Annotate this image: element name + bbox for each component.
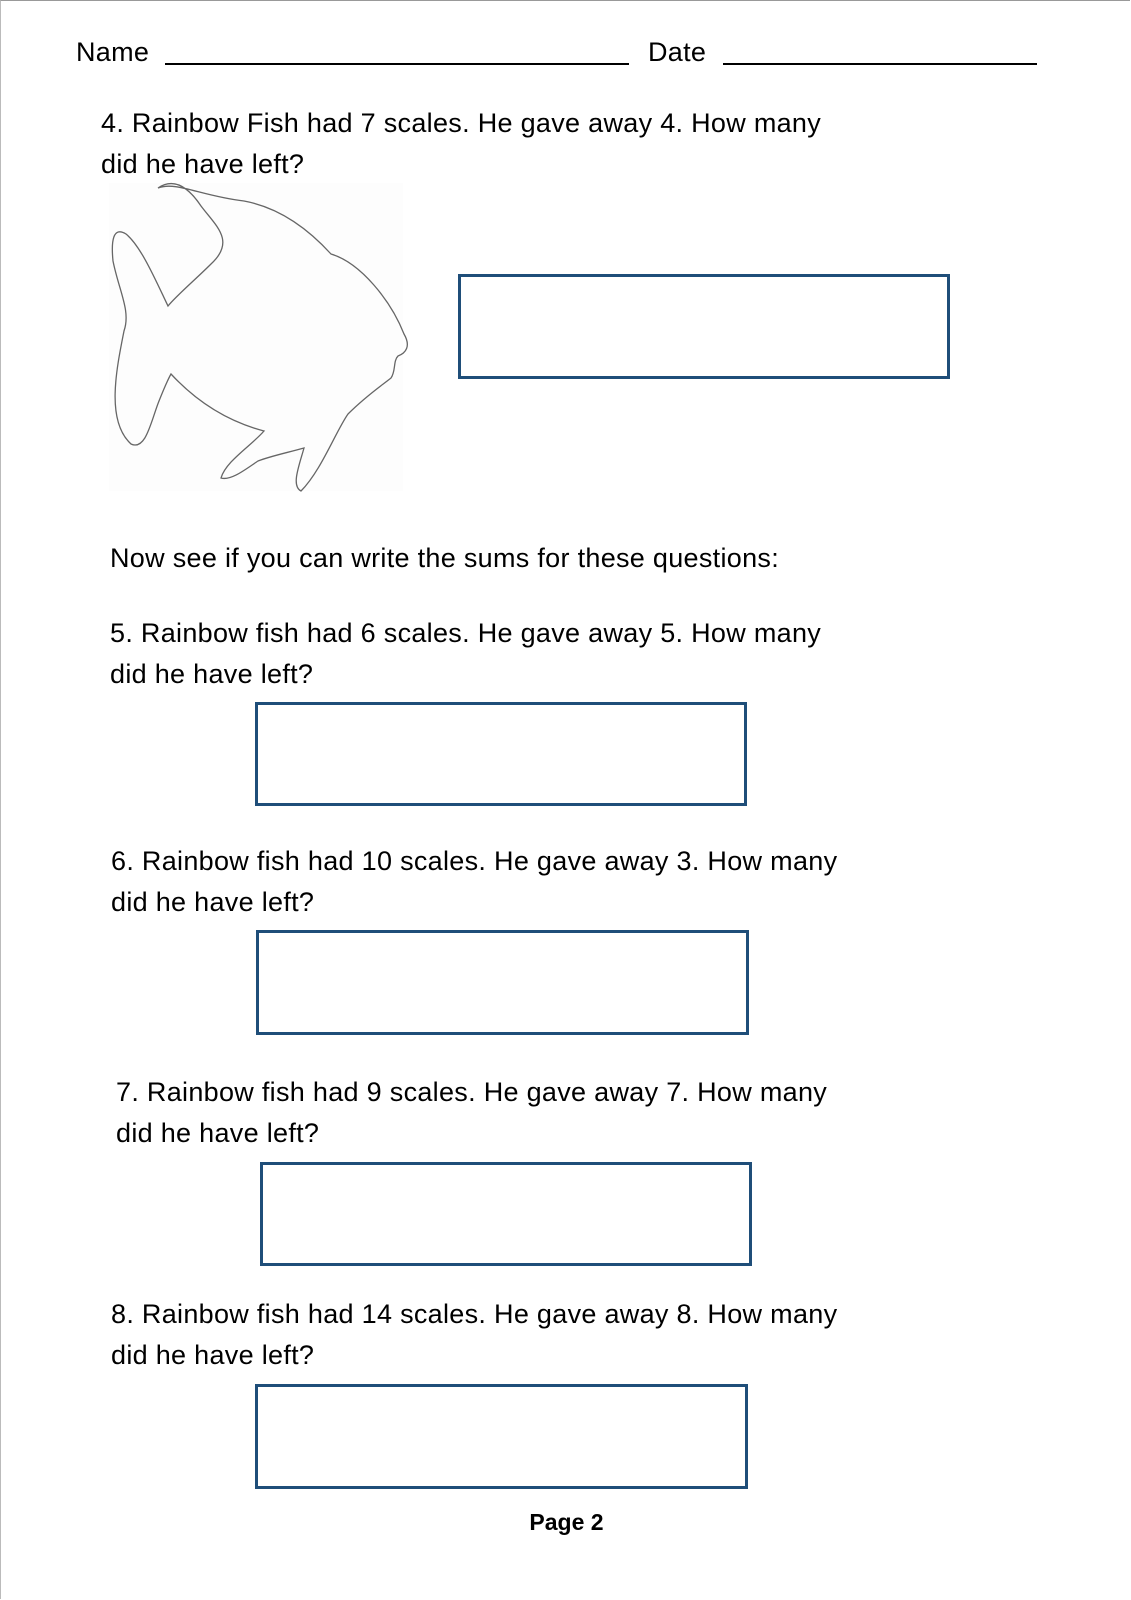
answer-box-7[interactable]	[260, 1162, 752, 1266]
question-5-text-line2: did he have left?	[110, 659, 314, 689]
date-label: Date	[648, 37, 707, 67]
question-4-text-line2: did he have left?	[101, 149, 305, 179]
answer-box-4[interactable]	[458, 274, 950, 379]
name-label: Name	[76, 37, 150, 67]
question-8-text: 8. Rainbow fish had 14 scales. He gave away 8. How many	[111, 1299, 838, 1329]
question-4-text: 4. Rainbow Fish had 7 scales. He gave away 4. How many	[101, 108, 822, 138]
question-5-text: 5. Rainbow fish had 6 scales. He gave away 5. How many	[110, 618, 822, 648]
question-7-text-line2: did he have left?	[116, 1118, 320, 1148]
question-6-text: 6. Rainbow fish had 10 scales. He gave away 3. How many	[111, 846, 838, 876]
instruction-text: Now see if you can write the sums for these questions:	[110, 543, 780, 573]
page-number: Page 2	[529, 1509, 604, 1535]
answer-box-6[interactable]	[256, 930, 749, 1035]
answer-box-8[interactable]	[255, 1384, 748, 1489]
question-8-text-line2: did he have left?	[111, 1340, 315, 1370]
question-6-text-line2: did he have left?	[111, 887, 315, 917]
rainbow-fish-outline-image	[1, 1, 1131, 521]
answer-box-5[interactable]	[255, 702, 747, 806]
question-7-text: 7. Rainbow fish had 9 scales. He gave away 7. How many	[116, 1077, 828, 1107]
